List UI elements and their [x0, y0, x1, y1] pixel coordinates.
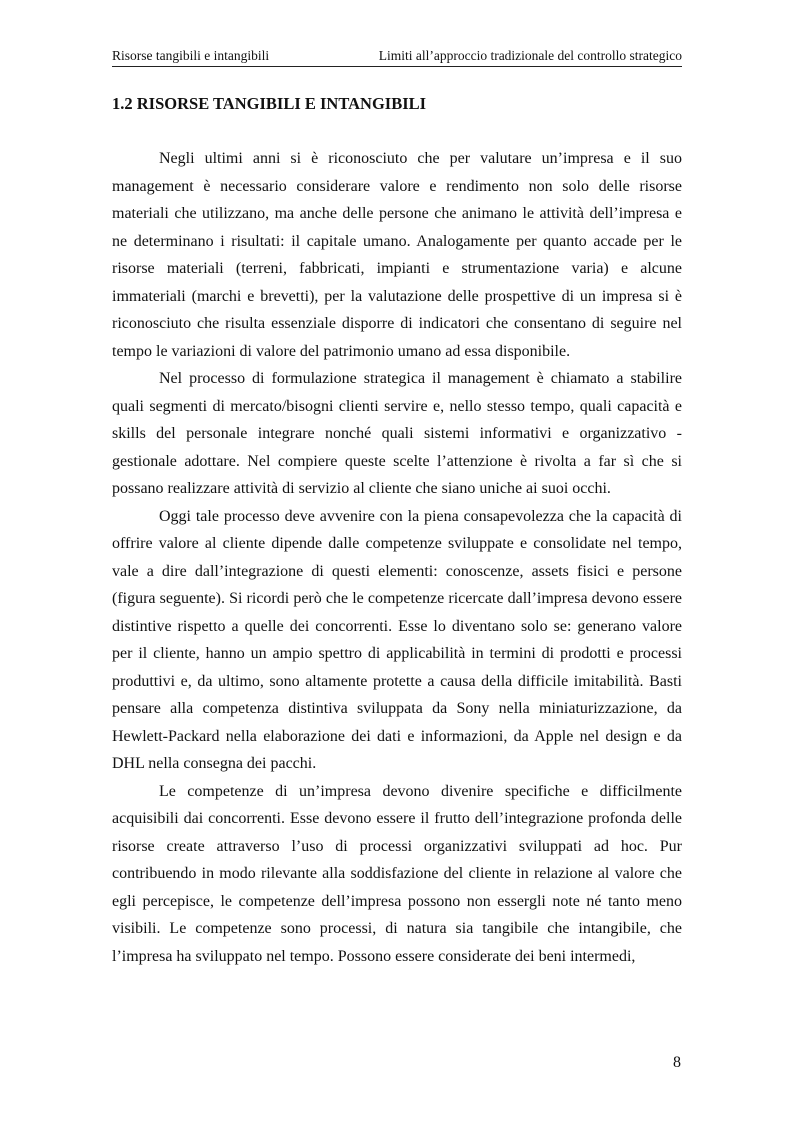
paragraph: Nel processo di formulazione strategica il management è chiamato a stabilire quali segmenti di mercato/bisogni clienti servire e, nello stesso tempo, quali capacità e skills del personale integrare nonché quali sistemi informativi e organizzativo - gestionale adottare. Nel compiere queste scelte l’attenzione è rivolta a far sì che si possano realizzare attività di servizio al cliente che siano uniche ai suoi occhi.	[112, 370, 682, 497]
running-header	[112, 46, 682, 67]
paragraph: Oggi tale processo deve avvenire con la piena consapevolezza che la capacità di offrire valore al cliente dipende dalle competenze sviluppate e consolidate nel tempo, vale a dire dall’integrazione di questi elementi: conoscenze, assets fisici e persone (figura seguente). Si ricordi però che le competenze ricercate dall’impresa devono essere distintive rispetto a quelle dei concorrenti. Esse lo diventano solo se: generano valore per il cliente, hanno un ampio spettro di applicabilità in termini di prodotti e processi produttivi e, da ultimo, sono altamente protette a causa della difficile imitabilità. Basti pensare alla competenza distintiva sviluppata da Sony nella miniaturizzazione, da Hewlett-Packard nella elaborazione dei dati e informazioni, da Apple nel design e da DHL nella consegna dei pacchi.	[112, 507, 682, 772]
section-title: 1.2 RISORSE TANGIBILI E INTANGIBILI	[112, 94, 427, 113]
paragraph: Negli ultimi anni si è riconosciuto che per valutare un’impresa e il suo management è necessario considerare valore e rendimento non solo delle risorse materiali che utilizzano, ma anche delle persone che animano le attività dell’impresa e ne determinano i risultati: il capitale umano. Analogamente per quanto accade per le risorse materiali (terreni, fabbricati, impianti e strumentazione varia) e alcune immateriali (marchi e brevetti), per la valutazione delle prospettive di un impresa si è riconosciuto che risulta essenziale disporre di indicatori che consentano di seguire nel tempo le variazioni di valore del patrimonio umano ad essa disponibile.	[112, 150, 682, 360]
page-number: 8	[673, 1054, 681, 1071]
header-chapter-title: Risorse tangibili e intangibili	[112, 48, 270, 63]
body-text	[112, 145, 682, 970]
paragraph: Le competenze di un’impresa devono divenire specifiche e difficilmente acquisibili dai concorrenti. Esse devono essere il frutto dell’integrazione profonda delle risorse create attraverso l’uso di processi organizzativi sviluppati ad hoc. Pur contribuendo in modo rilevante alla soddisfazione del cliente in relazione al valore che egli percepisce, le competenze dell’impresa possono non essergli note né tanto meno visibili. Le competenze sono processi, di natura sia tangibile che intangibile, che l’impresa ha sviluppato nel tempo. Possono essere considerate dei beni intermedi,	[112, 782, 682, 965]
header-section-title: Limiti all’approccio tradizionale del controllo strategico	[378, 48, 682, 63]
